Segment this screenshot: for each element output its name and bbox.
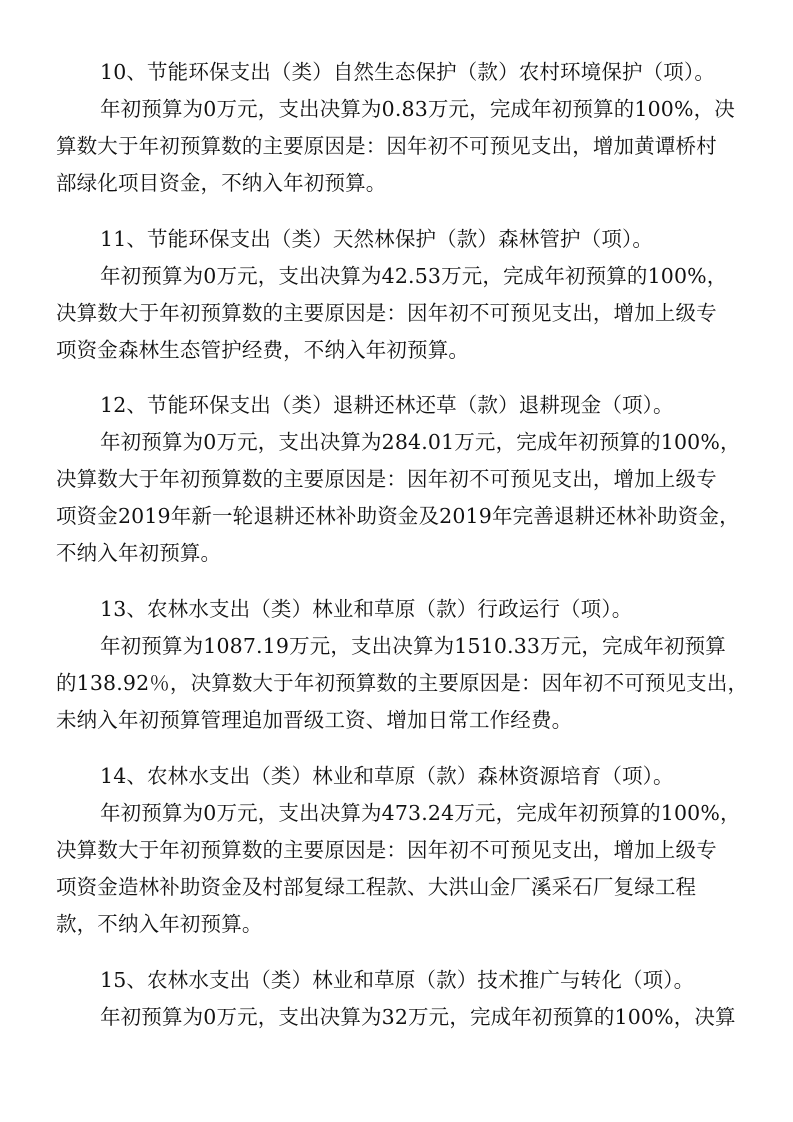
item-13-paragraph-line: 的138.92％，决算数大于年初预算数的主要原因是：因年初不可预见支出， — [56, 671, 749, 695]
item-14-paragraph-line: 决算数大于年初预算数的主要原因是：因年初不可预见支出，增加上级专 — [56, 838, 717, 862]
item-14-paragraph-line: 项资金造林补助资金及村部复绿工程款、大洪山金厂溪采石厂复绿工程 — [56, 875, 697, 899]
item-10-paragraph-line: 部绿化项目资金，不纳入年初预算。 — [56, 171, 387, 195]
item-12-paragraph-line: 决算数大于年初预算数的主要原因是：因年初不可预见支出，增加上级专 — [56, 467, 717, 491]
item-13-paragraph-line: 未纳入年初预算管理追加晋级工资、增加日常工作经费。 — [56, 708, 573, 732]
item-14-paragraph-line: 款，不纳入年初预算。 — [56, 912, 263, 936]
item-11-paragraph-line: 决算数大于年初预算数的主要原因是：因年初不可预见支出，增加上级专 — [56, 301, 717, 325]
item-11-paragraph-line: 项资金森林生态管护经费，不纳入年初预算。 — [56, 338, 469, 362]
item-13-heading: 13、农林水支出（类）林业和草原（款）行政运行（项）。 — [100, 597, 633, 621]
item-13-paragraph-line: 年初预算为1087.19万元，支出决算为1510.33万元，完成年初预算 — [100, 634, 726, 658]
item-11-heading: 11、节能环保支出（类）天然林保护（款）森林管护（项）。 — [100, 227, 654, 251]
item-12-paragraph-line: 不纳入年初预算。 — [56, 541, 222, 565]
item-12-paragraph-line: 年初预算为0万元，支出决算为284.01万元，完成年初预算的100%， — [100, 430, 741, 454]
item-14-heading: 14、农林水支出（类）林业和草原（款）森林资源培育（项）。 — [100, 764, 674, 788]
item-10-heading: 10、节能环保支出（类）自然生态保护（款）农村环境保护（项）。 — [100, 60, 715, 84]
item-15-paragraph-line: 年初预算为0万元，支出决算为32万元，完成年初预算的100%，决算 — [100, 1005, 736, 1029]
item-12-paragraph-line: 项资金2019年新一轮退耕还林补助资金及2019年完善退耕还林补助资金， — [56, 504, 740, 528]
item-12-heading: 12、节能环保支出（类）退耕还林还草（款）退耕现金（项）。 — [100, 393, 674, 417]
item-10-paragraph-line: 年初预算为0万元，支出决算为0.83万元，完成年初预算的100%，决 — [100, 97, 735, 121]
item-14-paragraph-line: 年初预算为0万元，支出决算为473.24万元，完成年初预算的100%， — [100, 801, 741, 825]
item-10-paragraph-line: 算数大于年初预算数的主要原因是：因年初不可预见支出，增加黄谭桥村 — [56, 134, 717, 158]
item-11-paragraph-line: 年初预算为0万元，支出决算为42.53万元，完成年初预算的100%， — [100, 264, 728, 288]
item-15-heading: 15、农林水支出（类）林业和草原（款）技术推广与转化（项）。 — [100, 968, 695, 992]
